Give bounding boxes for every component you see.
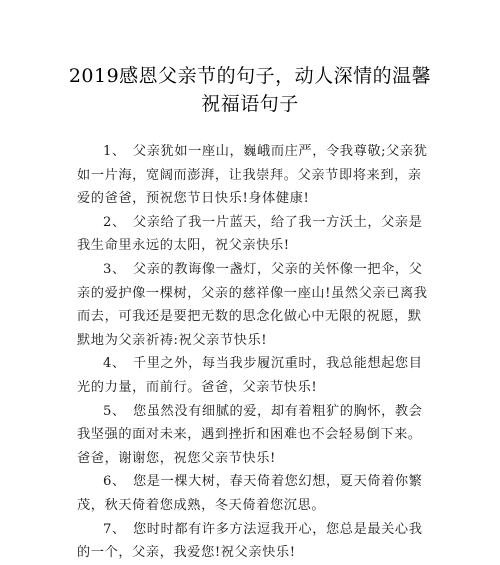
paragraph-7-line-1: 7、 您时时都有许多方法逗我开心，您总是最关心我: [103, 521, 423, 537]
paragraph-3-line-3: 而去，可我还是要把无数的思念化做心中无限的祝愿，默: [77, 309, 422, 325]
paragraph-4-line-1: 4、 千里之外，每当我步履沉重时，我总能想起您目: [103, 356, 423, 372]
document-title-line-1: 2019感恩父亲节的句子，动人深情的温馨: [68, 65, 432, 87]
paragraph-5-line-1: 5、 您虽然没有细腻的爱，却有着粗犷的胸怀，教会: [103, 403, 423, 419]
paragraph-3-line-1: 3、 父亲的教诲像一盏灯，父亲的关怀像一把伞，父: [103, 261, 423, 277]
paragraph-7-line-2: 的一个，父亲，我爱您!祝父亲快乐!: [77, 545, 296, 561]
paragraph-4-line-2: 光的力量，而前行。爸爸，父亲节快乐!: [77, 379, 318, 395]
paragraph-6-line-1: 6、 您是一棵大树，春天倚着您幻想，夏天倚着你繁: [103, 474, 423, 490]
paragraph-5-line-3: 爸爸，谢谢您，祝您父亲节快乐!: [77, 450, 276, 466]
paragraph-1-line-1: 1、 父亲犹如一座山，巍峨而庄严，令我尊敬;父亲犹: [103, 144, 428, 159]
document-body: [77, 140, 429, 565]
paragraph-1-line-2: 如一片海，宽阔而澎湃，让我崇拜。父亲节即将来到，亲: [77, 167, 422, 183]
paragraph-6-line-2: 茂，秋天倚着您成熟，冬天倚着您沉思。: [77, 497, 326, 513]
paragraph-2-line-1: 2、 父亲给了我一片蓝天，给了我一方沃土，父亲是: [103, 214, 423, 230]
paragraph-5-line-2: 我坚强的面对未来，遇到挫折和困难也不会轻易倒下来。: [77, 427, 422, 443]
paragraph-3-line-4: 默地为父亲祈祷:祝父亲节快乐!: [77, 332, 268, 348]
paragraph-3-line-2: 亲的爱护像一棵树，父亲的慈祥像一座山!虽然父亲已离我: [77, 285, 428, 301]
paragraph-1-line-3: 爱的爸爸，预祝您节日快乐!身体健康!: [77, 191, 310, 207]
document-title-line-2: 祝福语句子: [201, 93, 299, 115]
paragraph-2-line-2: 我生命里永远的太阳，祝父亲快乐!: [77, 238, 290, 254]
